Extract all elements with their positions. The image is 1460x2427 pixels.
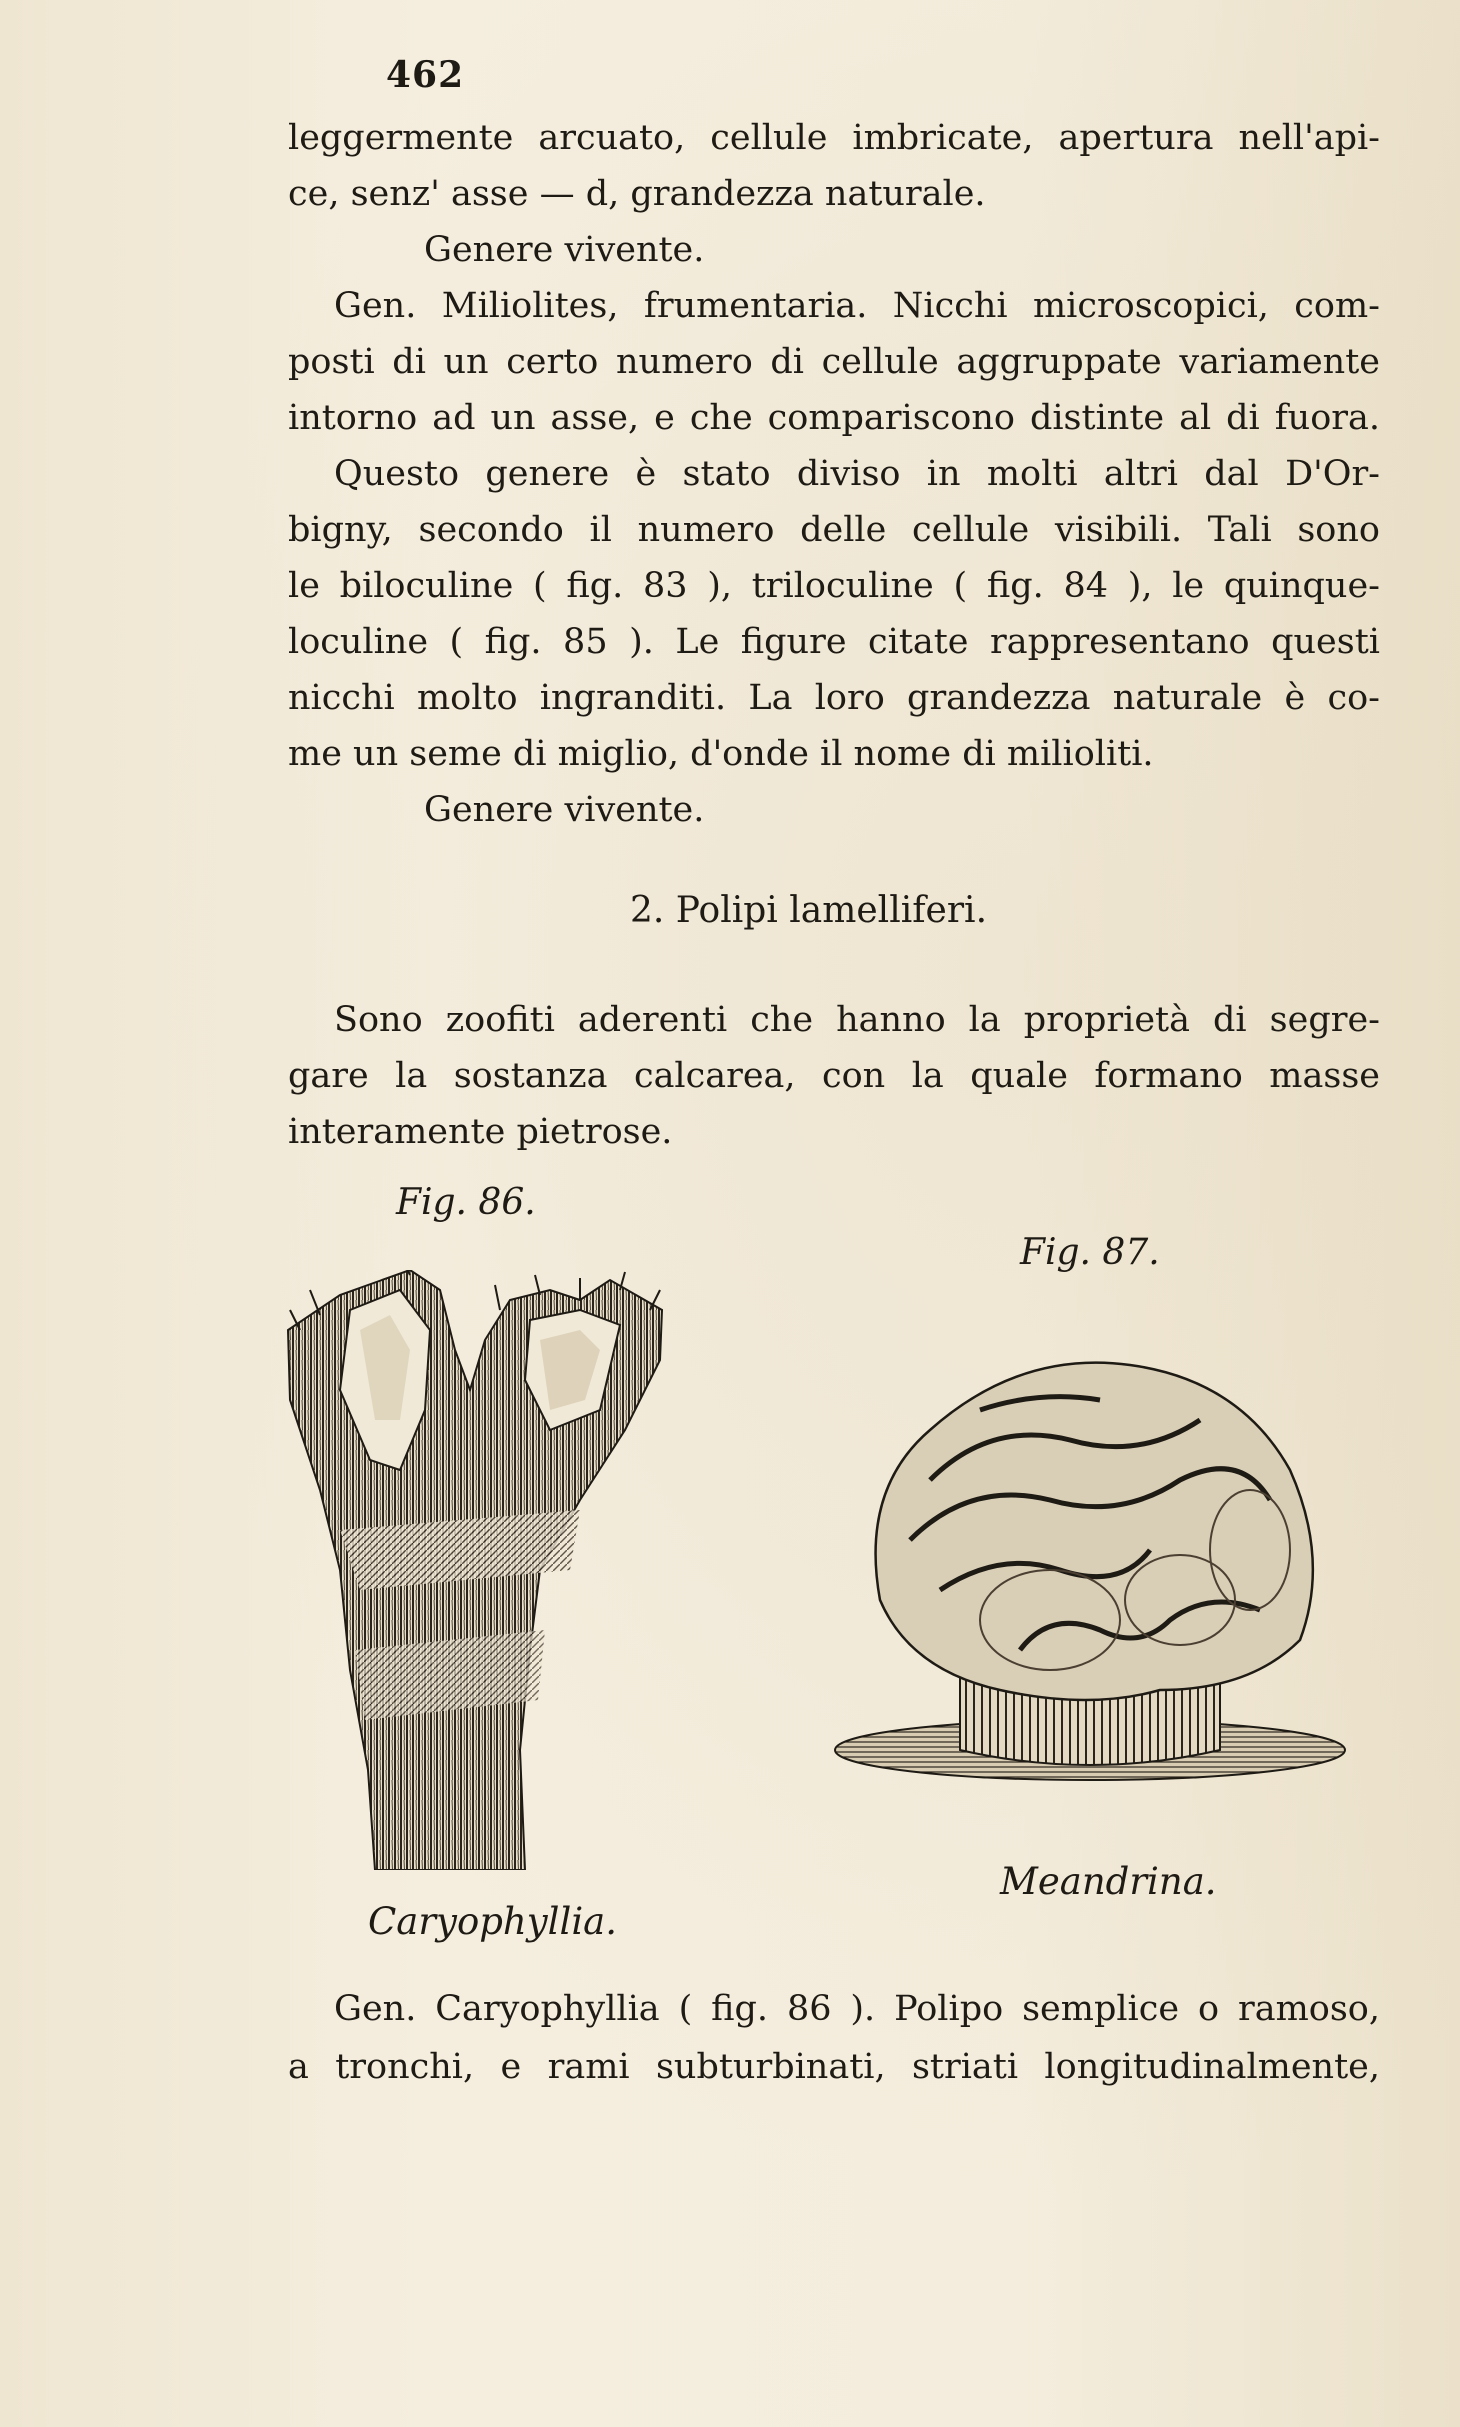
text-line: Questo genere è stato diviso in molti altri dal D'Or- <box>334 454 1380 494</box>
figure-86-label: Fig. 86. <box>396 1182 536 1223</box>
paragraph-1 <box>288 110 1380 838</box>
text-line: Genere vivente. <box>424 230 705 270</box>
caryophyllia-illustration <box>280 1270 680 1870</box>
text-line: ce, senz' asse — d, grandezza naturale. <box>288 174 986 214</box>
text-line: nicchi molto ingranditi. La loro grandezza naturale è co- <box>288 678 1380 718</box>
figure-86-caption: Caryophyllia. <box>368 1900 617 1943</box>
text-line: gare la sostanza calcarea, con la quale formano masse <box>288 1056 1380 1096</box>
text-line: intorno ad un asse, e che compariscono distinte al di fuora. <box>288 398 1380 438</box>
section-heading: 2. Polipi lamelliferi. <box>630 890 988 931</box>
text-line: Gen. Caryophyllia ( fig. 86 ). Polipo semplice o ramoso, <box>334 1989 1380 2029</box>
text-line: interamente pietrose. <box>288 1112 673 1152</box>
text-line: Genere vivente. <box>424 790 705 830</box>
text-line: Sono zoofiti aderenti che hanno la proprietà di segre- <box>334 1000 1380 1040</box>
text-line: me un seme di miglio, d'onde il nome di milioliti. <box>288 734 1154 774</box>
text-line: posti di un certo numero di cellule aggruppate variamente <box>288 342 1380 382</box>
text-line: Gen. Miliolites, frumentaria. Nicchi microscopici, com- <box>334 286 1380 326</box>
figure-87-label: Fig. 87. <box>1020 1232 1160 1273</box>
text-line: loculine ( fig. 85 ). Le figure citate rappresentano questi <box>288 622 1380 662</box>
text-line: leggermente arcuato, cellule imbricate, apertura nell'api- <box>288 118 1380 158</box>
page-number: 462 <box>386 54 465 96</box>
text-line: bigny, secondo il numero delle cellule visibili. Tali sono <box>288 510 1380 550</box>
figure-87-caption: Meandrina. <box>1000 1860 1217 1903</box>
paragraph-3 <box>288 1980 1380 2096</box>
text-line: a tronchi, e rami subturbinati, striati longitudinalmente, <box>288 2047 1380 2087</box>
text-line: le biloculine ( fig. 83 ), triloculine ( fig. 84 ), le quinque- <box>288 566 1380 606</box>
paragraph-2 <box>288 992 1380 1160</box>
meandrina-illustration <box>820 1350 1360 1810</box>
